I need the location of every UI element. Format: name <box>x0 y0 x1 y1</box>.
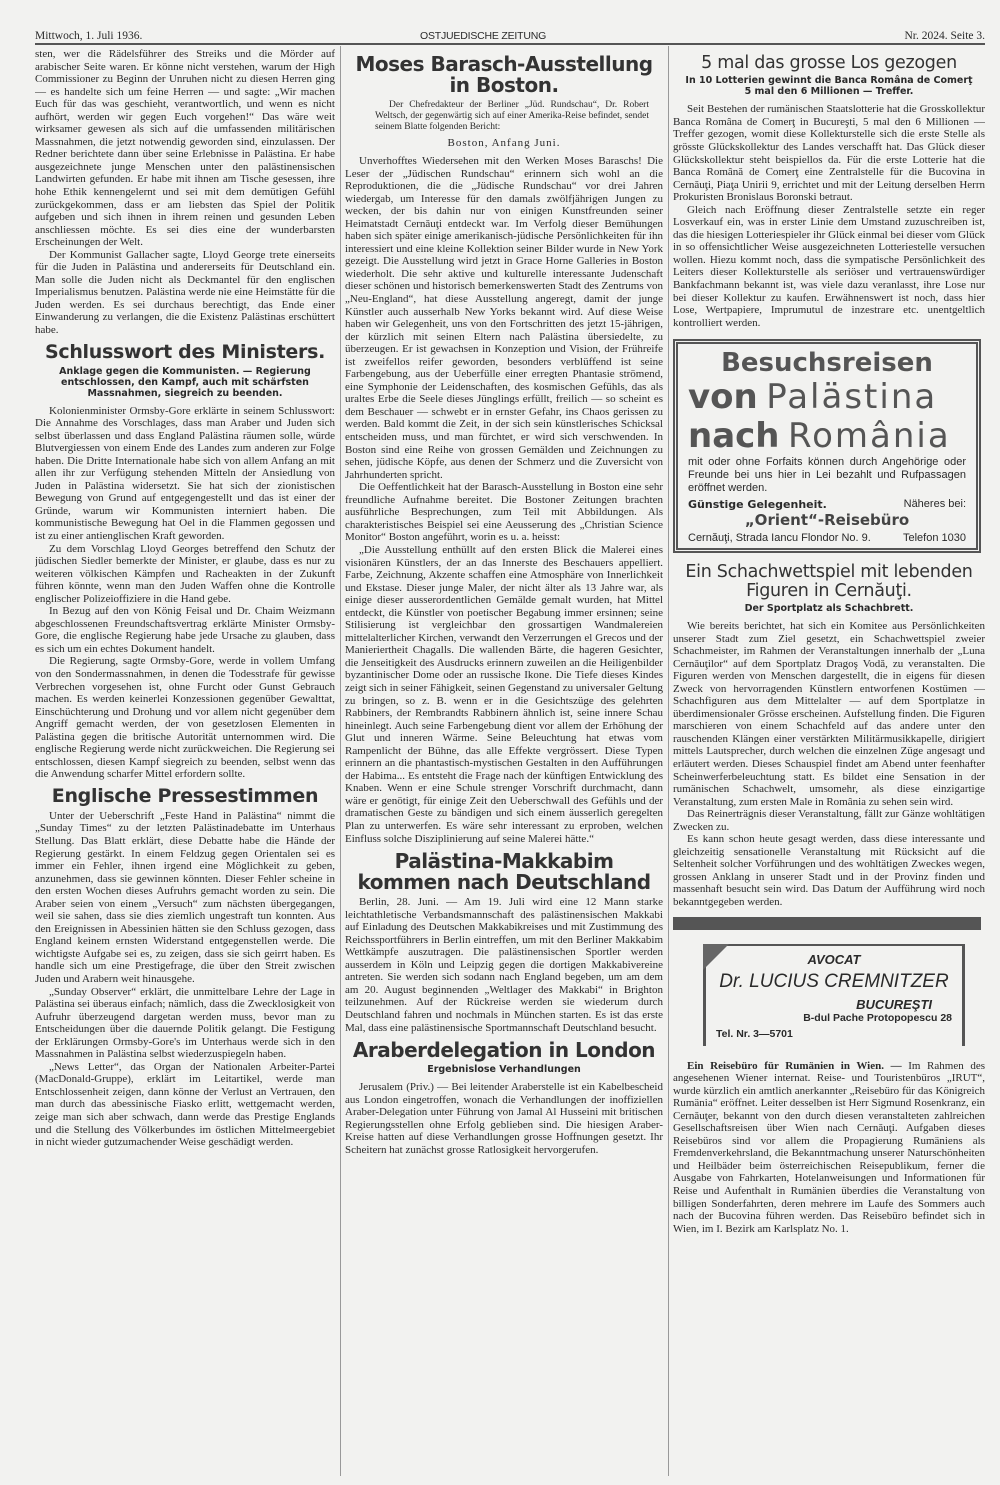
article-paragraph: Zu dem Vorschlag Lloyd Georges betreffend den Schutz der jüdischen Siedler bemerkte der Minister, er glaube, dass es nur zu weiteren völkischen Kämpfen und Racheakten in der Zukunft führen könnte, wenn man den Juden Waffen ohne die Kontrolle englischer Polizeioffiziere in die Hand gebe. <box>35 542 335 605</box>
editor-note: Der Chefredakteur der Berliner „Jüd. Rundschau“, Dr. Robert Weltsch, der gegenwärtig sich auf einer Amerika-Reise befindet, sendet seinem Blatte folgenden Bericht: <box>375 100 649 132</box>
issue-page-number: Nr. 2024. Seite 3. <box>904 30 985 42</box>
article-paragraph: In Bezug auf den von König Feisal und Dr. Chaim Weizmann abgeschlossenen Freundschaftsvertrag erklärte Minister Ormsby-Gore, die englische Regierung habe jede Ursache zu glauben, dass es sich um ein echtes Dokument handelt. <box>35 605 335 655</box>
ad-title: AVOCAT <box>807 951 861 967</box>
article-text: Im Rahmen des angesehenen Wiener internat. Reise- und Touristenbüros „IRUT“, wurde kürzlich ein amtlich anerkannter „Reisebüro für das Königreich Rumänia“ eröffnet. Leiter desselben ist Herr Sigmund Rosenkranz, ein Cernăuţer, bekannt von den durch diesen veranstalteten zahlreichen Gesellschaftsreisen über Wien nach Cernăuţi. Aufgaben dieses Reisebüros sind vor allem die Propagierung Rumäniens als Fremdenverkehrsland, die Bekanntmachung unserer Naturschönheiten und Heilbäder beim österreichischen Reisepublikum, ferner die Ausgabe von Fahrkarten, Hotelanweisungen und Informationen für Reise und Aufenthalt in Rumänien überdies die Veranstaltung von billigen Sonderfahrten, deren mehrere im Laufe des Sommers auch nach der Bucovina führen werden. Das Reisebüro befindet sich in Wien, im I. Bezirk am Karlsplatz No. 1. <box>673 1059 985 1235</box>
column-1 <box>35 48 335 1478</box>
headline: Englische Pressestimmen <box>51 784 319 807</box>
ad-phone: Tel. Nr. 3—5701 <box>716 1027 793 1040</box>
ad-text: Palästina <box>766 377 938 418</box>
separator-bar <box>673 917 981 930</box>
ad-headline: Besuchsreisen <box>721 348 933 379</box>
article-paragraph <box>673 1060 985 1236</box>
article-paragraph: Wie bereits berichtet, hat sich ein Komitee aus Persönlichkeiten unserer Stadt zum Ziel gesetzt, ein Schachwettspiel zweier Schachmeister, im Rahmen der Veranstaltungen innerhalb der „Luna Cernăuţilor“ auf dem Sportplatz Dragoş Vodă, zu veranstalten. Die Figuren werden von Menschen dargestellt, die in eigens für diesen Zweck von hervorragenden Künstlern entworfenen Kostümen — Schachfiguren aus dem Mittelalter — auf dem Sportplatze in überdimensionaler Grösse erscheinen. Aufstellung finden. Die Figuren marschieren von einem Schachfeld auf das andere unter den rauschenden Klängen einer verstärkten Militärmusikkapelle, dirigiert mittels Lautsprecher, durch welchen die einzelnen Züge angesagt und erläutert werden. Dieses Schauspiel findet am Abend unter feenhafter Scheinwerferbeleuchtung statt. Es bildet eine Sensation in der rumänischen Schachwelt, umsomehr, als diese einzigartige Veranstaltung, zum ersten Male in România zu sehen sein wird. <box>673 619 985 808</box>
headline: 5 mal das grosse Los gezogen <box>701 53 957 73</box>
ad-address: B-dul Pache Protopopescu 28 <box>803 1011 952 1024</box>
ad-text: von <box>688 377 758 418</box>
article-paragraph: Kolonienminister Ormsby-Gore erklärte in seinem Schlusswort: Die Annahme des Vorschlages, dass man Araber und Juden sich selbst überlassen und dass England Palästina räumen solle, würde Blutvergiessen von einem Ende des Landes zum anderen zur Folge haben. Die Dritte Internationale habe sich von allem Anfang an mit allen ihr zur Verfügung stehenden Mitteln der Ansiedlung von Juden in Palästina widersetzt. Sie hat sich der zionistischen Bewegung von Grund auf entgegengestellt und das ist einer der Gründe, warum wir Kommunisten interniert haben. Die kommunistische Bewegung hat Oel in die Flammen gegossen und ist zu einer antienglischen Kraft geworden. <box>35 404 335 542</box>
article-paragraph: sten, wer die Rädelsführer des Streiks und die Mörder auf arabischer Seite waren. Er könne nicht verstehen, warum der High Commissioner zu Beginn der Unruhen nicht zu diesen Herren ging — es handelte sich um feine Herren — und sagte: „Wir machen Euch für das was geschieht, verantwortlich, und wenn es nicht aufhört, werden wir gegen Euch vorgehen!“ Das wäre weit wirksamer gewesen als sich auf die umfassenden militärischen Massnahmen, die jetzt notwendig geworden sind, einzulassen. Der Redner berichtete dann über seine Erlebnisse in Palästina. Er habe ausgezeichnete junge Menschen unter den palästinensischen Landwirten gefunden. Er habe mit ihnen am Tische gesessen, ihre hohe Ethik kennengelernt und sei mit dem demütigen Gefühl zurückgekommen, dass er am liebsten das Spiel der Politik aufgeben und sich ihnen in ihrem reinen und gesunden Leben anschliessen möchte. Es sei dies eine der wunderbarsten Erscheinungen der Welt. <box>35 48 335 249</box>
column-3 <box>673 48 985 1478</box>
subheadline: In 10 Lotterien gewinnt die Banca Româna de Comerţ 5 mal den 6 Millionen — Treffer. <box>685 75 973 98</box>
ad-text: nach <box>688 416 780 457</box>
article-paragraph: Der Kommunist Gallacher sagte, Lloyd George trete einerseits für die Juden in Palästina und andererseits für Deutschland ein. Man solle die Juden nicht als Deckmantel für den englischen Imperialismus benutzen. Palästina werde nie eine Heimstätte für die Juden werden. Es sei durchaus berechtigt, das Ende einer Einwanderung zu verlangen, die die Existenz Palästinas erschüttert habe. <box>35 248 335 337</box>
article-paragraph: Das Reinerträgnis dieser Veranstaltung, fällt zur Gänze wohltätigen Zwecken zu. <box>673 808 985 833</box>
headline: Schlusswort des Ministers. <box>44 340 326 363</box>
column-rule <box>340 46 341 1476</box>
ad-text: România <box>788 416 951 457</box>
ad-body: mit oder ohne Forfaits können durch Angehörige oder Freunde bei uns hier in Lei bezahlt und Rufpassagen eröffnet werden. <box>688 456 966 495</box>
article-paragraph: Jerusalem (Priv.) — Bei leitender Araberstelle ist ein Kabelbescheid aus London eingetroffen, wonach die Verhandlungen der inoffiziellen Araber-Delegation unter Führung von Jamal Al Husseini mit britischen Regierungsstellen ohne Erfolg geblieben sind. Die hiesigen Araber-Kreise hatten auf diese Verhandlungen grosse Hoffnungen gesetzt. Ihr Scheitern hat zunächst grosse Ratlosigkeit hervorgerufen. <box>345 1081 663 1156</box>
corner-ornament-icon <box>703 944 729 970</box>
article-paragraph: Seit Bestehen der rumänischen Staatslotterie hat die Grosskollektur Banca Româna de Comerţ in Bucureşti, 5 mal den 6 Millionen — Treffer gezogen, womit diese Kollekturstelle sich die erste Stelle als grösste Glückskollektur des Landes verschafft hat. Das Glück dieser Glückskollektur steht beispiellos da. Für die erste Lotterie hat die Banca Română de Comerţ eine Zentralstelle für die Bucovina in Cernăuţi, Piaţa Unirii 9, errichtet und mit der Leitung derselben Herrn Prokuristen Bronislaus Boronski betraut. <box>673 103 985 204</box>
issue-date: Mittwoch, 1. Juli 1936. <box>35 30 143 42</box>
headline: Ein Schachwettspiel mit lebenden Figuren in Cernăuţi. <box>685 562 973 601</box>
article-paragraph: „News Letter“, das Organ der Nationalen Arbeiter-Partei (MacDonald-Gruppe), erklärt im Leitartikel, werde man Entschlossenheit zeigen, dann könne der Verlust an Vertrauen, den man durch das abessinische Fiasko erlitt, wettgemacht werden, zeige man sich aber schwach, dann werde das Prestige Englands und die Stellung des Völkerbundes im östlichen Mittelmeergebiet in nicht wieder gutzumachender Weise geschädigt werden. <box>35 1060 335 1149</box>
orient-travel-advertisement <box>673 339 981 553</box>
article-lead: Ein Reisebüro für Rumänien in Wien. — <box>687 1059 902 1072</box>
ad-city: BUCUREŞTI <box>856 996 932 1012</box>
subheadline: Der Sportplatz als Schachbrett. <box>744 602 914 614</box>
ad-name: Dr. LUCIUS CREMNITZER <box>719 970 949 992</box>
ad-address: Cernăuţi, Strada Iancu Flondor No. 9. <box>688 532 871 545</box>
article-paragraph: Unverhofftes Wiedersehen mit den Werken Moses Baraschs! Die Leser der „Jüdischen Rundschau“ erinnern sich wohl an die Reproduktionen, die die „Jüdische Rundschau“ vor drei Jahren wiedergab, um Interesse für den damals zwölfjährigen Jungen zu wecken, der bis dahin nur von einigen Kunstfreunden seiner Heimatstadt Cernăuţi entdeckt war. Im Verfolg dieser Bemühungen haben sich später einige amerikanisch-jüdische Persönlichkeiten für ihn interessiert und eine kleine Kollektion seiner Bilder wurde in New York gezeigt. Die Ausstellung wird jetzt in Grace Horne Galleries in Boston wiederholt. Die sehr aktive und kulturelle interessante Judenschaft dieser schönen und historisch bemerkenswerten Stadt des Zentrums von „Neu-England“, hat diese Ausstellung angeregt, damit der junge Künstler auch ausserhalb New Yorks bekannt wird. Auf diese Weise haben wir Gelegenheit, uns von den Fortschritten des jetzt 15-jährigen, der kürzlich mit seinen Eltern nach Palästina übersiedelte, zu überzeugen. Er ist gewachsen in Konzeption und Vision, der Frühreife ist zweifellos reifer geworden, besonders verblüffend ist seine Farbengebung, aus der Ueberfülle einer erregten Phantasie strömend, eine Symphonie der Leidenschaften, des kosmischen Gefühls, das als uraltes Erbe die Seele dieses Jünglings erfüllt, freilich — so scheint es dem Beschauer — schwebt er in ernster Gefahr, ins Chaos gerissen zu werden. Bald kommt die Zeit, in der sich sein künstlerisches Schicksal entscheiden muss, und man fürchtet, er wird sich verschwenden. In Boston sind eine Reihe von grossen Gemälden und Zeichnungen zu sehen, jüdische Köpfe, aus denen der Schmerz und die Zuversicht von Jahrhunderten spricht. <box>345 155 663 481</box>
column-2 <box>345 48 663 1478</box>
headline: Moses Barasch-Ausstellung in Boston. <box>355 52 653 97</box>
lawyer-advertisement <box>703 944 965 1046</box>
article-paragraph: Unter der Ueberschrift „Feste Hand in Palästina“ nimmt die „Sunday Times“ zu der letzten Palästinadebatte im Unterhaus Stellung. Das Blatt erklärt, diese Debatte habe die Hände der Regierung gestärkt. In einem Feldzug gegen Orientalen sei es immer ein Fehler, ihnen irgend eine Möglichkeit zu geben, anzunehmen, dass sie gewinnen könnten. Dieser Fehler scheine in den ersten Wochen dieses Aufruhrs gemacht worden zu sein. Die Araber seien von einem „Versuch“ zum nächsten übergegangen, weil sie sahen, dass sie dies ziemlich ungestraft tun konnten. Aus den Ereignissen in Abessinien hätten sie den Schluss gezogen, dass England keinem ernsten Widerstand entgegenstellen werde. Die wichtigste Aufgabe sei es, zu zeigen, dass sie sich geirrt haben. Es handle sich um eine Prestigefrage, die über den Streit zwischen Juden und Arabern weit hinausgehe. <box>35 809 335 985</box>
article-paragraph: „Sunday Observer“ erklärt, die unmittelbare Lehre der Lage in Palästina sei überaus einfach; nämlich, dass die Zwecklosigkeit von Aufruhr überzeugend dargetan werden muss, bevor man zu Entscheidungen über die dauernde Politik gelangt. Die Festigung der Erklärungen Ormsby-Gore's im Unterhaus werde sich in den Massnahmen in Palästina selbst wiederzuspiegeln haben. <box>35 985 335 1061</box>
ad-text: Günstige Gelegenheit. <box>688 498 827 512</box>
ad-phone: Telefon 1030 <box>903 532 966 545</box>
dateline: Boston, Anfang Juni. <box>447 137 561 149</box>
masthead: OSTJUEDISCHE ZEITUNG <box>420 30 547 42</box>
column-rule <box>668 46 669 1476</box>
article-paragraph: Es kann schon heute gesagt werden, dass diese interessante und gleichzeitig sensationelle Veranstaltung mit Rücksicht auf die Seltenheit solcher Vorführungen und des wohltätigen Zweckes wegen, grossen Anklang in unserer Stadt und in der Provinz finden und massenhaft besucht sein wird. Das Datum der Aufführung wird noch bekanntgegeben werden. <box>673 833 985 908</box>
article-paragraph: Die Oeffentlichkeit hat der Barasch-Ausstellung in Boston eine sehr freundliche Aufnahme bereitet. Die Bostoner Zeitungen brachten ausführliche Besprechungen, zum Teil mit Abbildungen. Als charakteristisches Beispiel sei eine Aeusserung des „Christian Science Monitor“ Boston angeführt, worin es u. a. heisst: <box>345 481 663 544</box>
subheadline: Ergebnislose Verhandlungen <box>427 1064 581 1076</box>
headline: Araberdelegation in London <box>352 1038 656 1063</box>
headline: Palästina-Makkabim kommen nach Deutschland <box>357 849 651 895</box>
subheadline: Anklage gegen die Kommunisten. — Regierung entschlossen, den Kampf, auch mit schärfsten Massnahmen, siegreich zu beenden. <box>59 365 311 399</box>
article-paragraph: Gleich nach Eröffnung dieser Zentralstelle setzte ein reger Losverkauf ein, was in erster Linie dem Umstand zuzuschreiben ist, das die hiesigen Lotteriespieler ihr Glück einmal bei dieser vom Glück in so offensichtlicher Weise ausgezeichneten Lotteriestelle versuchen wollen. Hiezu kommt noch, dass die sympatische Persönlichkeit des Leiters dieser Kollekturstelle als seriöser und vertrauenswürdiger Bankfachmann bekannt ist, was viele dazu veranlasst, ihre Lose nur bei dieser Kollektur zu kaufen. Erwähnenswert ist noch, dass hier Lose, Wertpapiere, Imprumutul de inzestrare etc. unentgeltlich kontrolliert werden. <box>673 203 985 329</box>
ad-company: „Orient“-Reisebüro <box>744 511 910 530</box>
page-header <box>35 4 985 42</box>
header-rule <box>35 43 985 45</box>
article-paragraph: Die Regierung, sagte Ormsby-Gore, werde in vollem Umfang von den Sondermassnahmen, in denen die Todesstrafe für gewisse Verbrechen vorgesehen ist, ohne Furcht oder Gunst Gebrauch machen. Es werden keinerlei Konzessionen gegenüber Gewalttat, Einschüchterung und Drohung und vor allem nicht gegenüber dem Angriff gemacht werden, der von gesetzlosen Elementen in Palästina gegen die britische Autorität unternommen wird. Die englische Regierung werde nicht zurückweichen. Die Regierung sei entschlossen, diesen Kampf siegreich zu beenden, selbst wenn das die Anwendung scharfer Mittel erfordern sollte. <box>35 655 335 781</box>
article-paragraph: Berlin, 28. Juni. — Am 19. Juli wird eine 12 Mann starke leichtathletische Verbandsmannschaft des palästinensischen Makkabi auf Einladung des Deutschen Makkabikreises und mit Zustimmung des Reichssportführers in Berlin eintreffen, um mit den Berliner Makkabim Wettkämpfe auszutragen. Die palästinensischen Sportler werden ausserdem in Köln und Leipzig gegen die dortigen Makkabivereine antreten. Sie werden sich sodann nach England begeben, um am dem am 20. August beginnenden „Weltlager des Makkabi“ in Brighton teilzunehmen. Auf der Rückreise werden sie wiederum durch Deutschland fahren und nochmals in München starten. Es ist das erste Mal, dass eine palästinensische Sportmannschaft Deutschland besucht. <box>345 896 663 1034</box>
article-paragraph: „Die Ausstellung enthüllt auf den ersten Blick die Malerei eines visionären Künstlers, der an das Innerste des Beschauers appelliert. Farbe, Zeichnung, Akzente schaffen eine Atmosphäre von Innerlichkeit und Ekstase. Dieser junge Maler, der nicht älter als 13 Jahre war, als einige dieser ausserordentlichen Gemälde gemalt wurden, hat Mittel entdeckt, die Künstler von poetischer Begabung immer ersinnen; seine Stilisierung ist vergleichbar den grossartigen Wandmalereien mittelalterlicher Kirchen, verwandt den Verzerrungen el Grecos und der Manieriertheit Chagalls. Die wallenden Bärte, die hageren Gesichter, die Jenseitigkeit des Ausdrucks erinnern zuweilen an die Heiligenbilder byzantinischer Dome oder an russische Ikone. Die Tiefe dieses Kindes zeigt sich in seiner Fähigkeit, seinen Gegenstand zu universaler Geltung zu bringen, so z. B. wenn er in die Gesichtszüge des gelehrten Rabbiners, der Rembrandts Rabbinern ähnlich ist, seine innere Schau hineinlegt. Auch seine Farbengebung dient vor allem der Erhöhung der Glut und inneren Wärme. Seine Beleuchtung hat etwas vom Rampenlicht der Bühne, das alle Effekte vergrössert. Diese Typen erinnern an die phantastisch-mystischen Gestalten in den Aufführungen der Habima... Es entsteht die Frage nach der künftigen Entwicklung des Knaben. Wenn er eine Schule strenger Vorschrift durchmacht, dann wäre er genötigt, für einige Zeit den Ueberschwall des Gefühls und der dramatischen Geste zu bändigen und sich einem äusserlich geregelten Plan zu unterwerfen. Es wäre sehr interessant zu erproben, welchen Einfluss solche Disziplinierung auf seine Malerei hätte.“ <box>345 543 663 845</box>
ad-text: Näheres bei: <box>903 498 966 511</box>
